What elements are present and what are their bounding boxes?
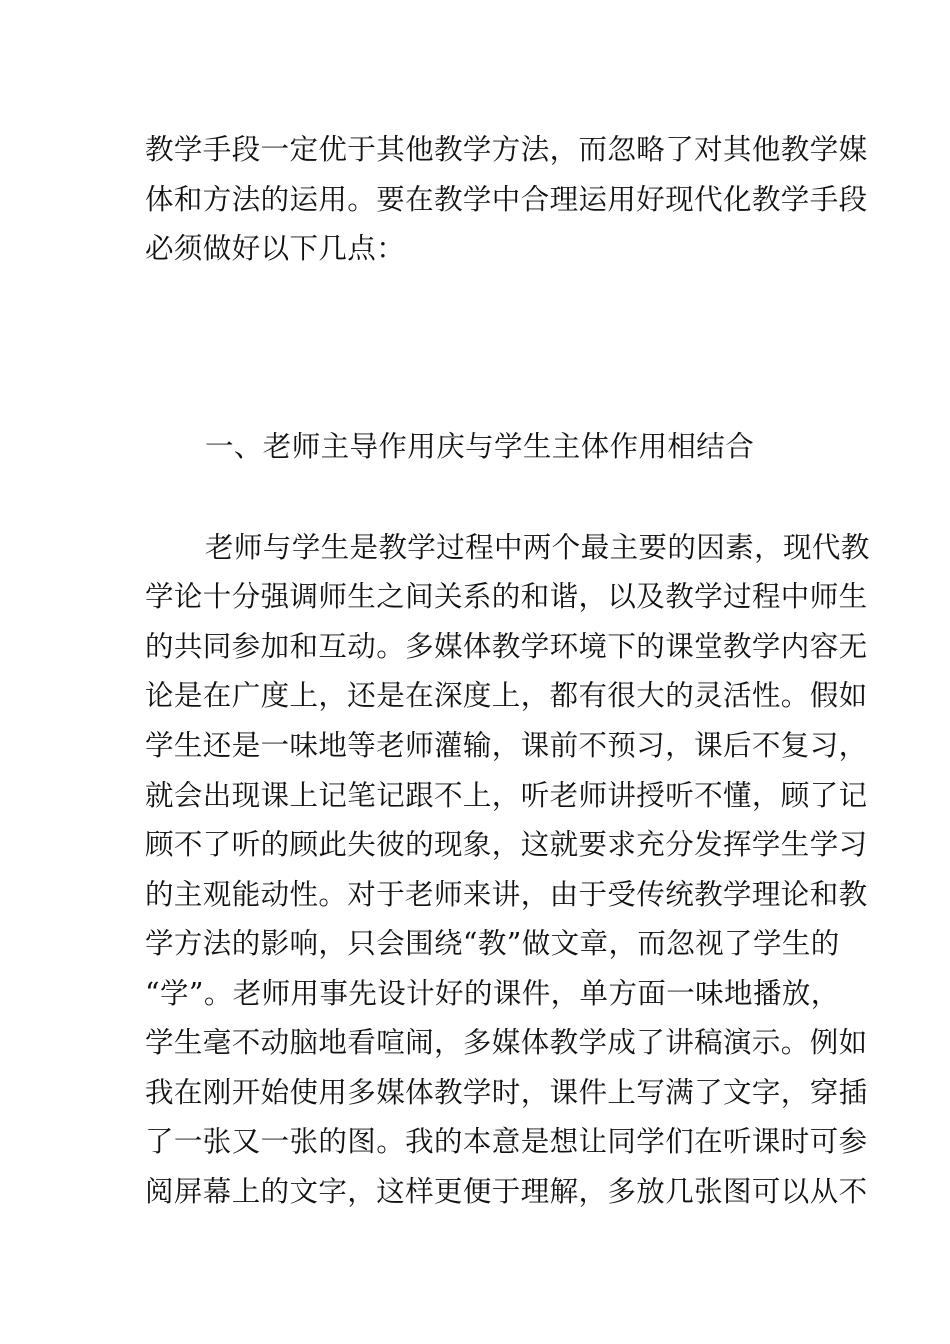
paragraph-2-line-12: 我在刚开始使用多媒体教学时，课件上写满了文字，穿插 [145, 1076, 868, 1109]
paragraph-2-line-3: 的共同参加和互动。多媒体教学环境下的课堂教学内容无 [145, 630, 868, 663]
paragraph-2-line-7: 顾不了听的顾此失彼的现象，这就要求充分发挥学生学习 [145, 828, 868, 861]
paragraph-2-line-13: 了一张又一张的图。我的本意是想让同学们在听课时可参 [145, 1125, 868, 1158]
section-heading: 一、老师主导作用庆与学生主体作用相结合 [205, 430, 755, 463]
paragraph-2-line-4: 论是在广度上，还是在深度上，都有很大的灵活性。假如 [145, 679, 868, 712]
paragraph-1-line-2: 体和方法的运用。要在教学中合理运用好现代化教学手段 [145, 183, 868, 216]
paragraph-2-line-11: 学生毫不动脑地看喧闹，多媒体教学成了讲稿演示。例如 [145, 1026, 868, 1059]
paragraph-2-line-8: 的主观能动性。对于老师来讲，由于受传统教学理论和教 [145, 878, 868, 911]
paragraph-1-line-1: 教学手段一定优于其他教学方法，而忽略了对其他教学媒 [145, 133, 868, 166]
paragraph-1-line-3: 必须做好以下几点： [145, 232, 406, 265]
paragraph-2-line-1: 老师与学生是教学过程中两个最主要的因素，现代教 [205, 531, 870, 564]
paragraph-2-line-2: 学论十分强调师生之间关系的和谐，以及教学过程中师生 [145, 580, 868, 613]
paragraph-2-line-6: 就会出现课上记笔记跟不上，听老师讲授听不懂，顾了记 [145, 779, 868, 812]
paragraph-2-line-10: “学”。老师用事先设计好的课件，单方面一味地播放， [145, 977, 840, 1010]
paragraph-2-line-14: 阅屏幕上的文字，这样更便于理解，多放几张图可以从不 [145, 1175, 868, 1208]
paragraph-2-line-9: 学方法的影响，只会围绕“教”做文章，而忽视了学生的 [145, 927, 840, 960]
paragraph-2-line-5: 学生还是一味地等老师灌输，课前不预习，课后不复习， [145, 729, 868, 762]
